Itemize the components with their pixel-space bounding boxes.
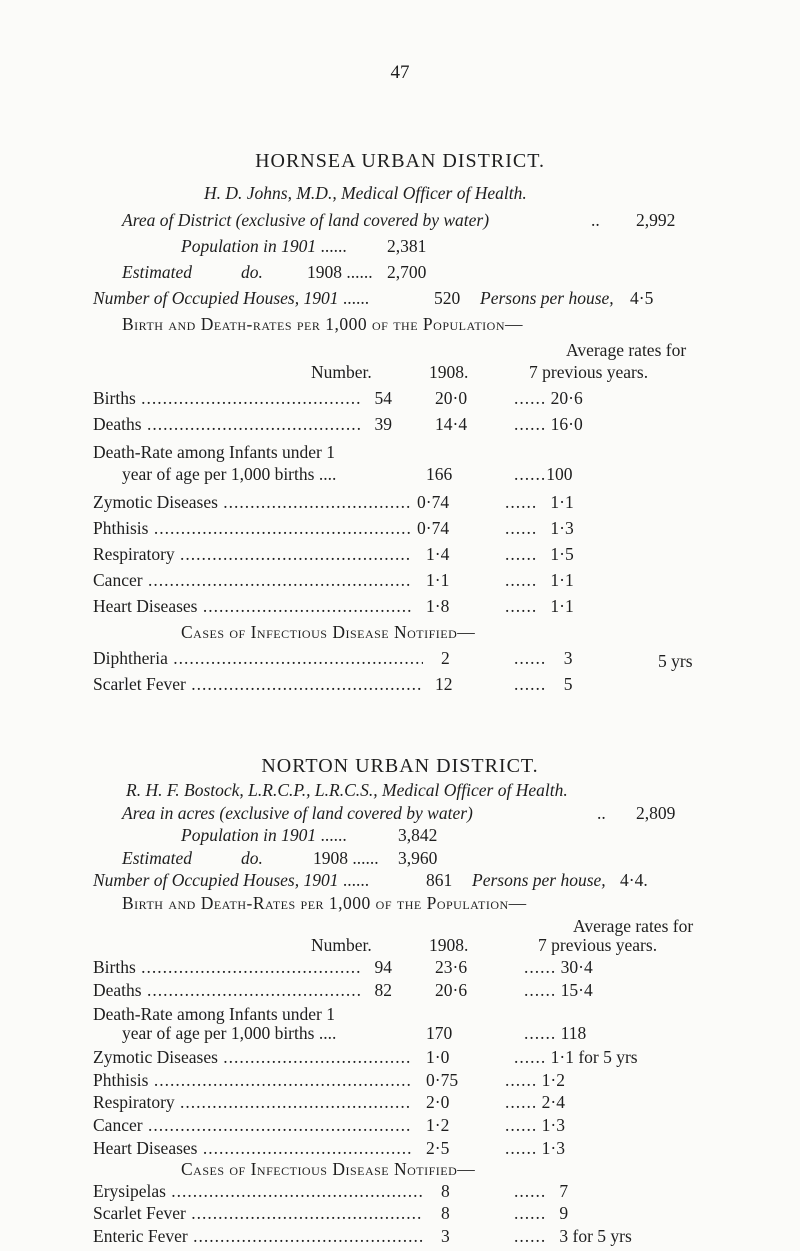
- norton-cases-heading: Cases of Infectious Disease Notified—: [181, 1159, 476, 1180]
- row-avg: ...... 7: [514, 1180, 569, 1201]
- hornsea-area-label: Area of District (exclusive of land covered by water): [122, 210, 490, 230]
- row-avg: ......100: [514, 464, 573, 484]
- row-avg: ...... 1·3: [505, 518, 574, 538]
- row-avg: ...... 1·3: [505, 1115, 565, 1135]
- row-rate: 1·4: [426, 544, 450, 564]
- hornsea-est-value: 2,700: [387, 262, 427, 282]
- row-avg: ...... 2·4: [505, 1092, 565, 1113]
- row-label: Scarlet Fever .....: [93, 1203, 423, 1224]
- row-count: 12: [435, 674, 453, 694]
- norton-area-value: 2,809: [636, 802, 676, 823]
- row-rate: 166: [426, 464, 453, 484]
- row-avg: ...... 9: [514, 1203, 569, 1224]
- hornsea-area-dots: ..: [591, 210, 600, 230]
- row-label: Deaths .....: [93, 980, 361, 1001]
- row-rate: 1·0: [426, 1047, 450, 1068]
- row-avg: ...... 3 for 5 yrs: [514, 1226, 632, 1246]
- row-avg: ...... 1·1: [505, 492, 574, 512]
- row-label: Births .....: [93, 388, 361, 409]
- hornsea-officer-title: Medical Officer of Health.: [341, 183, 527, 203]
- hornsea-rates-heading: Birth and Death-rates per 1,000 of the Population—: [122, 314, 523, 334]
- hornsea-est-year: 1908 ......: [307, 262, 373, 282]
- row-avg: ...... 1·1 for 5 yrs: [514, 1047, 638, 1068]
- row-rate: 0·74: [417, 492, 450, 512]
- row-label: Births .....: [93, 957, 361, 978]
- row-rate: 20·0: [435, 388, 468, 408]
- row-label-line1: Death-Rate among Infants under 1: [93, 442, 336, 462]
- row-label: Scarlet Fever .....: [93, 674, 423, 695]
- norton-col-year: 1908.: [429, 934, 469, 955]
- row-rate: 170: [426, 1023, 453, 1043]
- row-rate: 0·74: [417, 518, 450, 538]
- row-avg: ...... 20·6: [514, 388, 583, 408]
- norton-pop1901: Population in 1901 ......: [181, 825, 347, 846]
- row-rate: 14·4: [435, 414, 468, 434]
- row-avg: ...... 1·3: [505, 1137, 565, 1158]
- row-label: Enteric Fever .....: [93, 1226, 423, 1247]
- row-avg: ...... 30·4: [524, 957, 593, 978]
- norton-houses-value: 861: [426, 870, 453, 891]
- row-label: Cancer .....: [93, 1115, 411, 1136]
- hornsea-pop1901-label: Population in 1901: [181, 236, 317, 256]
- row-avg: ...... 1·1: [505, 570, 574, 590]
- norton-col-avg1: Average rates for: [573, 915, 694, 936]
- row-label: Deaths .....: [93, 414, 361, 435]
- hornsea-col-avg2: 7 previous years.: [529, 362, 649, 382]
- row-label: Heart Diseases .....: [93, 1138, 411, 1159]
- hornsea-area-value: 2,992: [636, 210, 676, 230]
- row-label: Cancer .....: [93, 570, 411, 591]
- row-number: 82: [374, 979, 392, 1000]
- row-number: 39: [374, 414, 392, 434]
- row-label: Phthisis .....: [93, 1070, 411, 1091]
- norton-col-number: Number.: [311, 934, 372, 955]
- hornsea-col-number: Number.: [311, 362, 372, 382]
- norton-rates-heading: Birth and Death-Rates per 1,000 of the Population—: [122, 892, 527, 913]
- row-label: Diphtheria .....: [93, 648, 423, 669]
- norton-est-do: do.: [241, 847, 263, 868]
- hornsea-pop1901: Population in 1901 ......: [181, 236, 347, 256]
- row-avg: ...... 118: [524, 1023, 587, 1043]
- row-avg: ...... 15·4: [524, 979, 593, 1000]
- norton-houses-label: Number of Occupied Houses, 1901: [93, 870, 339, 891]
- row-label: Zymotic Diseases .....: [93, 492, 411, 513]
- row-rate: 0·75: [426, 1069, 459, 1090]
- row-avg: ...... 1·1: [505, 596, 574, 616]
- hornsea-col-avg1: Average rates for: [566, 340, 687, 360]
- hornsea-officer: [204, 183, 527, 204]
- row-rate: 1·2: [426, 1115, 450, 1135]
- row-rate: 23·6: [435, 957, 468, 978]
- hornsea-pph-value: 4·5: [630, 288, 654, 308]
- row-label-line2: year of age per 1,000 births ....: [122, 1023, 337, 1043]
- row-label-line2: year of age per 1,000 births ....: [122, 464, 337, 484]
- norton-area-dots: ..: [597, 802, 606, 823]
- row-avg: ...... 1·2: [505, 1069, 565, 1090]
- norton-pop1901-label: Population in 1901: [181, 825, 317, 846]
- row-label: Heart Diseases .....: [93, 596, 411, 617]
- row-label: Respiratory .....: [93, 1092, 411, 1113]
- row-number: 54: [374, 388, 392, 408]
- row-label-line1: Death-Rate among Infants under 1: [93, 1003, 336, 1024]
- hornsea-houses-label: Number of Occupied Houses, 1901: [93, 288, 339, 308]
- row-avg: ...... 1·5: [505, 544, 574, 564]
- norton-officer-title: Medical Officer of Health.: [382, 780, 568, 801]
- row-note: 5 yrs: [658, 651, 693, 671]
- norton-est-label: Estimated: [122, 847, 192, 868]
- page-number: 47: [390, 62, 410, 83]
- row-avg: ...... 5: [514, 674, 573, 694]
- row-avg: ...... 16·0: [514, 414, 583, 434]
- hornsea-houses: Number of Occupied Houses, 1901 ......: [93, 288, 370, 308]
- row-rate: 2·5: [426, 1137, 450, 1158]
- row-label: Erysipelas .....: [93, 1181, 423, 1202]
- row-count: 8: [441, 1180, 450, 1201]
- norton-area-label: Area in acres (exclusive of land covered by water): [122, 802, 473, 823]
- hornsea-est-label: Estimated: [122, 262, 192, 282]
- hornsea-officer-name: H. D. Johns, M.D.,: [204, 183, 337, 203]
- norton-officer: [126, 780, 568, 801]
- norton-title: NORTON URBAN DISTRICT.: [261, 755, 539, 777]
- row-rate: 1·1: [426, 570, 450, 590]
- hornsea-est-do: do.: [241, 262, 263, 282]
- norton-pph-label: Persons per house,: [472, 870, 606, 891]
- norton-officer-name: R. H. F. Bostock, L.R.C.P., L.R.C.S.,: [126, 780, 378, 801]
- norton-col-avg2: 7 previous years.: [538, 934, 658, 955]
- row-count: 3: [441, 1226, 450, 1246]
- norton-est-year: 1908 ......: [313, 847, 379, 868]
- hornsea-cases-heading: Cases of Infectious Disease Notified—: [181, 622, 476, 642]
- norton-houses: Number of Occupied Houses, 1901 ......: [93, 870, 370, 891]
- row-number: 94: [374, 957, 392, 978]
- row-avg: ...... 3: [514, 648, 573, 668]
- row-count: 2: [441, 648, 450, 668]
- hornsea-pph-label: Persons per house,: [480, 288, 614, 308]
- row-label: Phthisis .....: [93, 518, 411, 539]
- hornsea-pop1901-value: 2,381: [387, 236, 427, 256]
- row-rate: 20·6: [435, 979, 468, 1000]
- norton-pph-value: 4·4.: [620, 870, 648, 891]
- norton-pop1901-value: 3,842: [398, 825, 438, 846]
- row-label: Respiratory .....: [93, 544, 411, 565]
- row-rate: 2·0: [426, 1092, 450, 1113]
- row-count: 8: [441, 1203, 450, 1224]
- row-rate: 1·8: [426, 596, 450, 616]
- row-label: Zymotic Diseases .....: [93, 1047, 411, 1068]
- hornsea-title: HORNSEA URBAN DISTRICT.: [255, 150, 545, 172]
- hornsea-houses-value: 520: [434, 288, 461, 308]
- norton-est-value: 3,960: [398, 847, 438, 868]
- hornsea-col-year: 1908.: [429, 362, 469, 382]
